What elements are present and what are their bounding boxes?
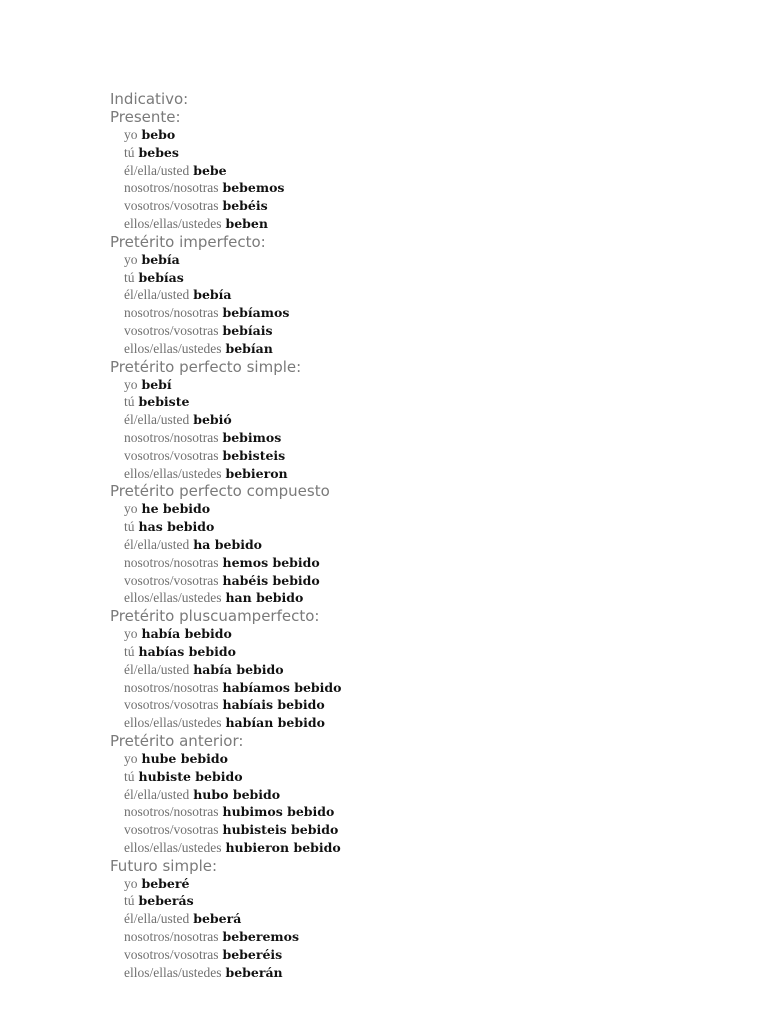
- pronoun-label: él/ella/usted: [124, 536, 190, 552]
- conjugation-row: [110, 536, 710, 554]
- verb-form: bebisteis: [222, 447, 286, 463]
- pronoun-label: ellos/ellas/ustedes: [124, 590, 222, 606]
- tense-section: [110, 358, 710, 483]
- verb-form: hube bebido: [141, 750, 228, 766]
- conjugation-row: [110, 821, 710, 839]
- pronoun-label: vosotros/vosotras: [124, 697, 219, 713]
- pronoun-label: tú: [124, 394, 135, 410]
- verb-form: he bebido: [141, 501, 211, 517]
- pronoun-label: vosotros/vosotras: [124, 198, 219, 214]
- verb-form: bebíamos: [222, 305, 290, 321]
- pronoun-label: yo: [124, 750, 138, 766]
- pronoun-label: yo: [124, 127, 138, 142]
- pronoun-label: yo: [124, 376, 138, 392]
- conjugation-row: [110, 215, 710, 233]
- conjugation-row: [110, 839, 710, 857]
- pronoun-label: yo: [124, 251, 138, 267]
- conjugation-row: [110, 251, 710, 269]
- verb-form: bebemos: [222, 180, 285, 196]
- tense-section: [110, 233, 710, 358]
- pronoun-label: yo: [124, 501, 138, 517]
- conjugation-row: [110, 322, 710, 340]
- conjugation-row: [110, 162, 710, 180]
- tense-section: [110, 607, 710, 732]
- verb-form: ha bebido: [193, 536, 263, 552]
- verb-form: había bebido: [193, 661, 284, 677]
- pronoun-label: nosotros/nosotras: [124, 554, 219, 570]
- conjugation-row: [110, 910, 710, 928]
- pronoun-label: tú: [124, 893, 135, 909]
- verb-form: bebía: [193, 287, 232, 303]
- pronoun-label: vosotros/vosotras: [124, 946, 219, 962]
- conjugation-row: [110, 447, 710, 465]
- verb-form: habíais bebido: [222, 697, 325, 713]
- verb-form: bebes: [138, 144, 179, 160]
- pronoun-label: él/ella/usted: [124, 911, 190, 927]
- conjugation-row: [110, 304, 710, 322]
- verb-form: hubieron bebido: [225, 839, 341, 855]
- verb-form: han bebido: [225, 590, 304, 606]
- pronoun-label: vosotros/vosotras: [124, 822, 219, 838]
- pronoun-label: nosotros/nosotras: [124, 429, 219, 445]
- conjugation-row: [110, 286, 710, 304]
- verb-form: bebe: [193, 162, 227, 178]
- pronoun-label: vosotros/vosotras: [124, 447, 219, 463]
- verb-form: hubiste bebido: [138, 768, 243, 784]
- verb-form: habéis bebido: [222, 572, 320, 588]
- pronoun-label: yo: [124, 626, 138, 642]
- pronoun-label: él/ella/usted: [124, 786, 190, 802]
- tense-heading: Pretérito imperfecto:: [110, 232, 266, 251]
- conjugation-row: [110, 429, 710, 447]
- verb-form: bebía: [141, 251, 180, 267]
- pronoun-label: tú: [124, 144, 135, 160]
- verb-form: beberé: [141, 875, 190, 891]
- verb-form: beberás: [138, 893, 194, 909]
- verb-form: habían bebido: [225, 715, 325, 731]
- conjugation-row: [110, 554, 710, 572]
- tense-sections: [110, 108, 710, 981]
- conjugation-row: [110, 875, 710, 893]
- verb-form: beben: [225, 215, 268, 231]
- conjugation-row: [110, 126, 710, 144]
- verb-form: bebéis: [222, 198, 268, 214]
- mood-title: Indicativo:: [110, 90, 189, 108]
- pronoun-label: nosotros/nosotras: [124, 305, 219, 321]
- tense-section: [110, 857, 710, 982]
- pronoun-label: él/ella/usted: [124, 661, 190, 677]
- pronoun-label: nosotros/nosotras: [124, 929, 219, 945]
- verb-form: beberá: [193, 911, 242, 927]
- pronoun-label: yo: [124, 875, 138, 891]
- conjugation-row: [110, 572, 710, 590]
- pronoun-label: él/ella/usted: [124, 287, 190, 303]
- pronoun-label: nosotros/nosotras: [124, 804, 219, 820]
- pronoun-label: él/ella/usted: [124, 162, 190, 178]
- verb-form: bebiste: [138, 394, 190, 410]
- pronoun-label: ellos/ellas/ustedes: [124, 964, 222, 980]
- tense-heading: Pretérito pluscuamperfecto:: [110, 607, 320, 626]
- pronoun-label: ellos/ellas/ustedes: [124, 215, 222, 231]
- conjugation-row: [110, 340, 710, 358]
- tense-section: [110, 732, 710, 857]
- verb-form: beberéis: [222, 946, 283, 962]
- conjugation-row: [110, 144, 710, 162]
- verb-form: había bebido: [141, 626, 232, 642]
- conjugation-row: [110, 465, 710, 483]
- pronoun-label: ellos/ellas/ustedes: [124, 465, 222, 481]
- pronoun-label: nosotros/nosotras: [124, 180, 219, 196]
- verb-form: beberemos: [222, 929, 300, 945]
- tense-heading: Pretérito anterior:: [110, 731, 244, 750]
- conjugation-page: [110, 90, 710, 981]
- conjugation-row: [110, 269, 710, 287]
- verb-form: hubisteis bebido: [222, 822, 339, 838]
- conjugation-row: [110, 411, 710, 429]
- conjugation-row: [110, 643, 710, 661]
- pronoun-label: tú: [124, 643, 135, 659]
- pronoun-label: ellos/ellas/ustedes: [124, 340, 222, 356]
- verb-form: bebió: [193, 412, 232, 428]
- pronoun-label: nosotros/nosotras: [124, 679, 219, 695]
- verb-form: bebo: [141, 127, 176, 142]
- verb-form: bebían: [225, 340, 273, 356]
- verb-form: habías bebido: [138, 643, 236, 659]
- conjugation-row: [110, 679, 710, 697]
- conjugation-row: [110, 518, 710, 536]
- verb-form: hubo bebido: [193, 786, 281, 802]
- conjugation-row: [110, 786, 710, 804]
- conjugation-row: [110, 625, 710, 643]
- conjugation-row: [110, 376, 710, 394]
- tense-heading: Futuro simple:: [110, 856, 218, 875]
- conjugation-row: [110, 803, 710, 821]
- verb-form: bebimos: [222, 429, 282, 445]
- verb-form: bebíais: [222, 322, 273, 338]
- conjugation-row: [110, 589, 710, 607]
- conjugation-row: [110, 500, 710, 518]
- conjugation-row: [110, 393, 710, 411]
- conjugation-row: [110, 714, 710, 732]
- verb-form: has bebido: [138, 519, 215, 535]
- pronoun-label: ellos/ellas/ustedes: [124, 715, 222, 731]
- verb-form: bebieron: [225, 465, 288, 481]
- tense-section: [110, 108, 710, 233]
- verb-form: habíamos bebido: [222, 679, 342, 695]
- pronoun-label: ellos/ellas/ustedes: [124, 839, 222, 855]
- pronoun-label: tú: [124, 269, 135, 285]
- conjugation-row: [110, 946, 710, 964]
- tense-heading: Pretérito perfecto compuesto: [110, 482, 330, 501]
- conjugation-row: [110, 661, 710, 679]
- tense-section: [110, 482, 710, 607]
- pronoun-label: él/ella/usted: [124, 412, 190, 428]
- verb-form: bebías: [138, 269, 184, 285]
- conjugation-row: [110, 928, 710, 946]
- tense-heading: Presente:: [110, 108, 181, 126]
- verb-form: hubimos bebido: [222, 804, 335, 820]
- conjugation-row: [110, 179, 710, 197]
- pronoun-label: vosotros/vosotras: [124, 572, 219, 588]
- tense-heading: Pretérito perfecto simple:: [110, 357, 302, 376]
- conjugation-row: [110, 696, 710, 714]
- verb-form: bebí: [141, 376, 172, 392]
- pronoun-label: vosotros/vosotras: [124, 322, 219, 338]
- verb-form: beberán: [225, 964, 283, 980]
- pronoun-label: tú: [124, 519, 135, 535]
- conjugation-row: [110, 768, 710, 786]
- conjugation-row: [110, 750, 710, 768]
- pronoun-label: tú: [124, 768, 135, 784]
- conjugation-row: [110, 197, 710, 215]
- conjugation-row: [110, 892, 710, 910]
- verb-form: hemos bebido: [222, 554, 320, 570]
- conjugation-row: [110, 964, 710, 982]
